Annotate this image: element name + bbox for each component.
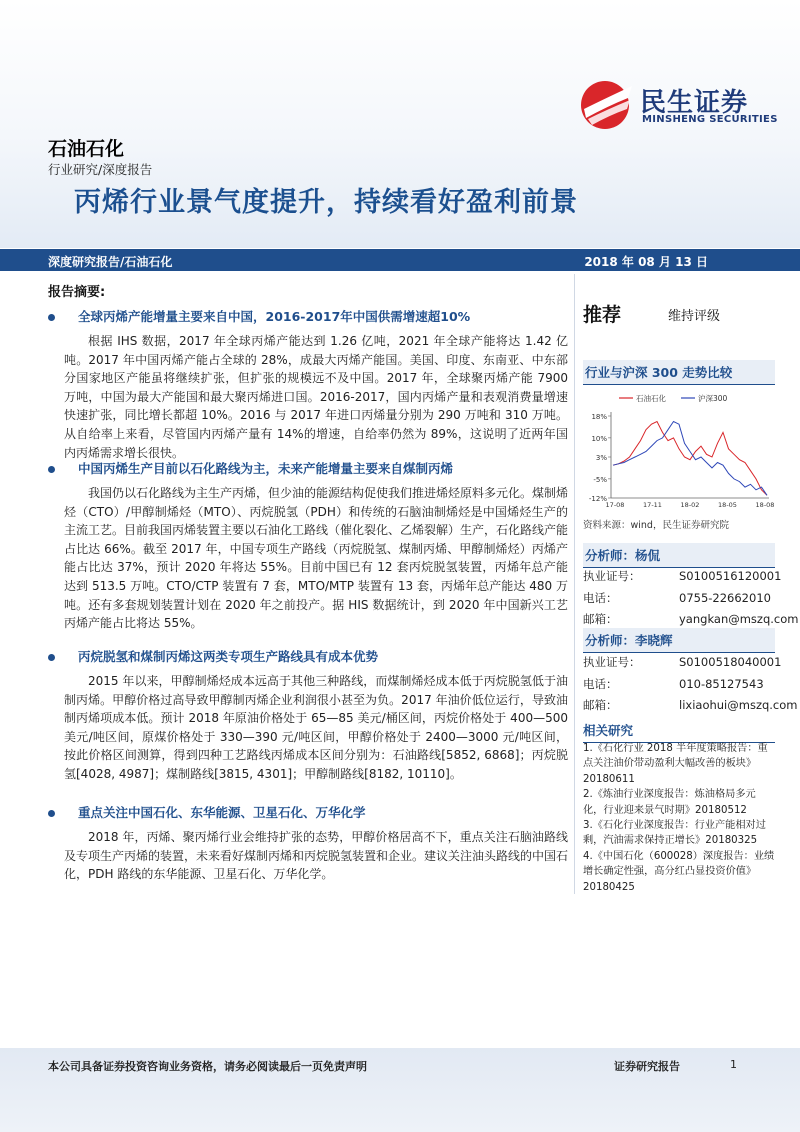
recommendation: 推荐 — [583, 304, 622, 326]
chart-y-tick-label: 10% — [591, 434, 607, 443]
bullet-icon — [48, 654, 55, 661]
chart-series-line — [613, 422, 767, 496]
related-item[interactable]: 4.《中国石化（600028）深度报告：业绩增长确定性强，高分红凸显投资价值》20180425 — [583, 850, 775, 893]
section-body: 2018 年，丙烯、聚丙烯行业会维持扩张的态势，甲醇价格居高不下，重点关注石脑油路线及专项生产丙烯的装置，未来看好煤制丙烯和丙烷脱氢装置和企业。建议关注油头路线的中国石化，PDH 路线的东华能源、卫星石化、万华化学。 — [64, 830, 569, 882]
column-divider — [574, 274, 575, 894]
chart-x-tick-label: 17-08 — [605, 501, 625, 509]
page-number: 1 — [730, 1058, 737, 1071]
rating: 维持评级 — [668, 309, 721, 324]
band-category: 深度研究报告/石油石化 — [48, 255, 173, 269]
related-item[interactable]: 1.《石化行业 2018 半年度策略报告：重点关注油价带动盈利大幅改善的板块》20180611 — [583, 743, 768, 785]
chart-source: 资料来源：wind，民生证券研究院 — [583, 520, 729, 531]
footer — [0, 1048, 800, 1132]
chart-legend-label: 沪深300 — [698, 394, 728, 403]
analyst-cert: 执业证号： S0100518040001 — [583, 655, 782, 669]
summary-section — [48, 648, 568, 784]
brand-logo — [578, 78, 778, 132]
related-item[interactable]: 2.《炼油行业深度报告：炼油格局多元化，行业迎来景气时期》20180512 — [583, 789, 756, 816]
trend-chart-svg — [583, 386, 775, 514]
section-heading: 丙烷脱氢和煤制丙烯这两类专项生产路线具有成本优势 — [48, 648, 568, 666]
summary-section — [48, 308, 568, 462]
analyst-title: 分析师：李晓辉 — [583, 628, 775, 653]
brand-name-en: MINSHENG SECURITIES — [642, 114, 778, 125]
section-heading: 中国丙烯生产目前以石化路线为主，未来产能增量主要来自煤制丙烯 — [48, 460, 568, 478]
chart-title: 行业与沪深 300 走势比较 — [583, 360, 775, 385]
chart-y-tick-label: -5% — [593, 475, 607, 484]
chart-y-tick-label: -12% — [588, 495, 607, 503]
brand-logo-icon — [578, 78, 636, 132]
analyst-phone: 电话： 010-85127543 — [583, 677, 764, 691]
analyst-phone: 电话： 0755-22662010 — [583, 591, 771, 605]
report-type: 行业研究/深度报告 — [48, 162, 153, 177]
chart-legend-label: 石油石化 — [636, 394, 666, 403]
footer-disclaimer: 本公司具备证券投资咨询业务资格，请务必阅读最后一页免责声明 — [48, 1060, 367, 1073]
summary-title: 报告摘要: — [48, 285, 106, 300]
footer-label: 证券研究报告 — [614, 1060, 680, 1073]
bullet-icon — [48, 466, 55, 473]
summary-section — [48, 460, 568, 633]
industry-label: 石油石化 — [48, 138, 125, 160]
related-item[interactable]: 3.《石化行业深度报告：行业产能相对过剩，汽油需求保持正增长》20180325 — [583, 820, 766, 847]
chart-y-tick-label: 3% — [595, 454, 607, 462]
bullet-icon — [48, 810, 55, 817]
analyst-email[interactable]: 邮箱： yangkan@mszq.com — [583, 612, 799, 626]
section-body: 我国仍以石化路线为主生产丙烯，但少油的能源结构促使我们推进烯烃原料多元化。煤制烯烃（CTO）/甲醇制烯烃（MTO）、丙烷脱氢（PDH）和传统的石脑油制烯烃是中国烯烃生产的主流工艺。目前我国丙烯装置主要以石油化工路线（催化裂化、乙烯裂解）生产，石化路线产能占比达 66%。截至 2017 年，中国专项生产路线（丙烷脱氢、煤制丙烯、甲醇制烯烃）丙烯产能占比达 37%，预计 2020 年将达 55%。目前中国已有 12 套丙烷脱氢装置，丙烯年总产能达到 513.5 万吨。CTO/CTP 装置有 7 套，MTO/MTP 装置有 13 套，丙烯年总产能达 480 万吨。还有多套规划装置计划在 2020 年之前投产。据 HIS 数据统计，到 2020 年中国新兴工艺丙烯产能占比将达 55%。 — [64, 486, 569, 631]
chart-x-tick-label: 18-02 — [680, 501, 700, 509]
chart-x-tick-label: 17-11 — [643, 501, 662, 509]
related-title: 相关研究 — [583, 718, 775, 743]
chart-x-tick-label: 18-08 — [755, 501, 775, 509]
chart-x-tick-label: 18-05 — [718, 501, 737, 509]
analyst-title: 分析师：杨侃 — [583, 543, 775, 568]
chart-y-tick-label: 18% — [591, 413, 607, 421]
page-title: 丙烯行业景气度提升，持续看好盈利前景 — [74, 187, 578, 218]
bullet-icon — [48, 314, 55, 321]
section-body: 根据 IHS 数据，2017 年全球丙烯产能达到 1.26 亿吨，2021 年全球产能将达 1.42 亿吨。2017 年中国丙烯产能占全球的 28%，成最大丙烯产能国。美国、印度、东南亚、中东部分国家地区产能虽将继续扩张，但扩张的规模远不及中国。2017 年，全球聚丙烯产能 7900 万吨，中国为最大产能国和最大聚丙烯进口国。2016-2017，国内丙烯产量和表观消费量增速快速扩张，同比增长都超 10%。2016 与 2017 年进口丙烯量分别为 290 万吨和 310 万吨。从自给率上来看，尽管国内丙烯产量有 14%的增速，自给率仍然为 89%，这说明了近两年国内丙烯需求增长很快。 — [64, 334, 568, 460]
section-heading: 重点关注中国石化、东华能源、卫星石化、万华化学 — [48, 804, 568, 822]
trend-chart — [583, 386, 775, 514]
analyst-email[interactable]: 邮箱： lixiaohui@mszq.com — [583, 698, 798, 712]
report-band — [0, 249, 800, 271]
brand-name-cn: 民生证券 — [640, 88, 749, 118]
report-date: 2018 年 08 月 13 日 — [584, 255, 708, 269]
analyst-cert: 执业证号： S0100516120001 — [583, 569, 782, 583]
section-body: 2015 年以来，甲醇制烯烃成本远高于其他三种路线，而煤制烯烃成本低于丙烷脱氢低于油制丙烯。甲醇价格过高导致甲醇制丙烯企业利润很小甚至为负。2017 年油价低位运行，导致油制丙烯项成本低。预计 2018 年原油价格处于 65—85 美元/桶区间，丙烷价格处于 400—500 美元/吨区间，原煤价格处于 330—390 元/吨区间，甲醇价格处于 2400—3000 元/吨区间，按此价格区间测算，得到四种工艺路线丙烯成本区间分别为：石油路线[5852, 6868]；丙烷脱氢[4028, 4987]；煤制路线[3815, 4301]；甲醇制路线[8182, 10110]。 — [64, 674, 568, 781]
summary-section — [48, 804, 568, 884]
chart-series-line — [613, 422, 767, 496]
related-list — [583, 741, 775, 895]
section-heading: 全球丙烯产能增量主要来自中国，2016-2017年中国供需增速超10% — [48, 308, 568, 326]
